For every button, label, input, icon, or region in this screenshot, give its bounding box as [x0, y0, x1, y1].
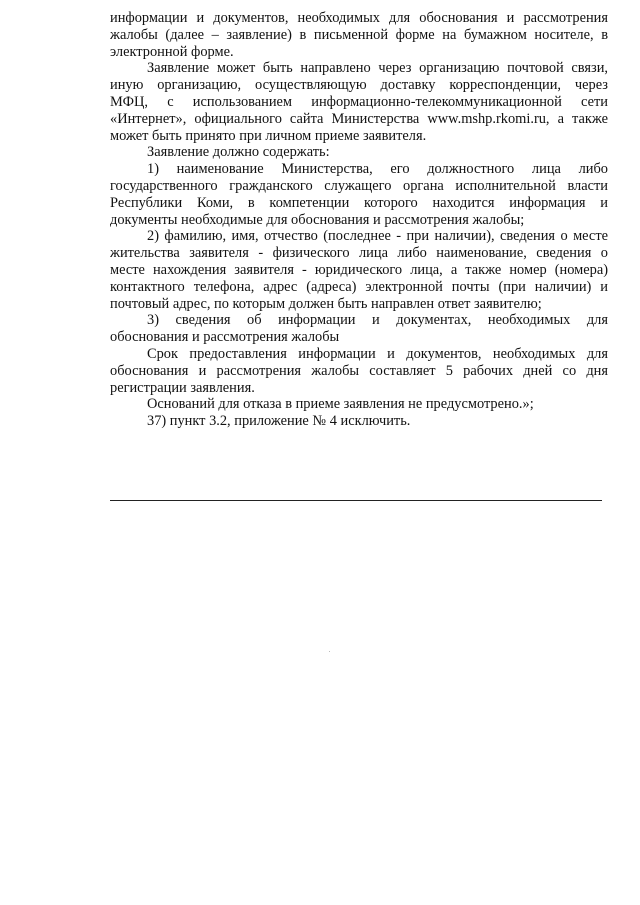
text-line: документы необходимые для обоснования и рассмотрения жалобы; [110, 211, 525, 228]
text-line: 37) пункт 3.2, приложение № 4 исключить. [147, 413, 411, 430]
horizontal-rule [110, 500, 602, 501]
text-line: жалобы (далее – заявление) в письменной форме на бумажном носителе, в [110, 26, 608, 43]
text-line: МФЦ, с использованием информационно-телекоммуникационной сети [110, 93, 608, 110]
text-line: месте нахождения заявителя - юридического лица, а также номер (номера) [110, 261, 608, 278]
document-body [110, 10, 608, 430]
text-line: электронной форме. [110, 43, 234, 60]
text-line: контактного телефона, адрес (адреса) электронной почты (при наличии) и [110, 278, 608, 295]
text-line: может быть принято при личном приеме заявителя. [110, 127, 427, 144]
text-line: информации и документов, необходимых для обоснования и рассмотрения [110, 10, 608, 26]
text-line: обоснования и рассмотрения жалобы составляет 5 рабочих дней со дня [110, 362, 608, 379]
scan-speck [329, 651, 330, 652]
text-line: 3) сведения об информации и документах, необходимых для [147, 312, 608, 329]
text-line: Заявление может быть направлено через организацию почтовой связи, [147, 60, 608, 77]
text-line: «Интернет», официального сайта Министерства www.mshp.rkomi.ru, а также [110, 110, 608, 127]
text-line: почтовый адрес, по которым должен быть направлен ответ заявителю; [110, 295, 542, 312]
text-line: 2) фамилию, имя, отчество (последнее - при наличии), сведения о месте [147, 228, 608, 245]
text-line: Заявление должно содержать: [147, 144, 330, 161]
text-line: 1) наименование Министерства, его должностного лица либо [147, 161, 608, 178]
text-line: регистрации заявления. [110, 379, 255, 396]
text-line: обоснования и рассмотрения жалобы [110, 329, 340, 346]
text-line: иную организацию, осуществляющую доставку корреспонденции, через [110, 77, 608, 94]
text-line: Республики Коми, в компетенции которого находится информация и [110, 194, 608, 211]
text-line: государственного гражданского служащего органа исполнительной власти [110, 177, 608, 194]
text-line: Оснований для отказа в приеме заявления не предусмотрено.»; [147, 396, 534, 413]
text-line: жительства заявителя - физического лица либо наименование, сведения о [110, 245, 608, 262]
text-line: Срок предоставления информации и документов, необходимых для [147, 345, 608, 362]
